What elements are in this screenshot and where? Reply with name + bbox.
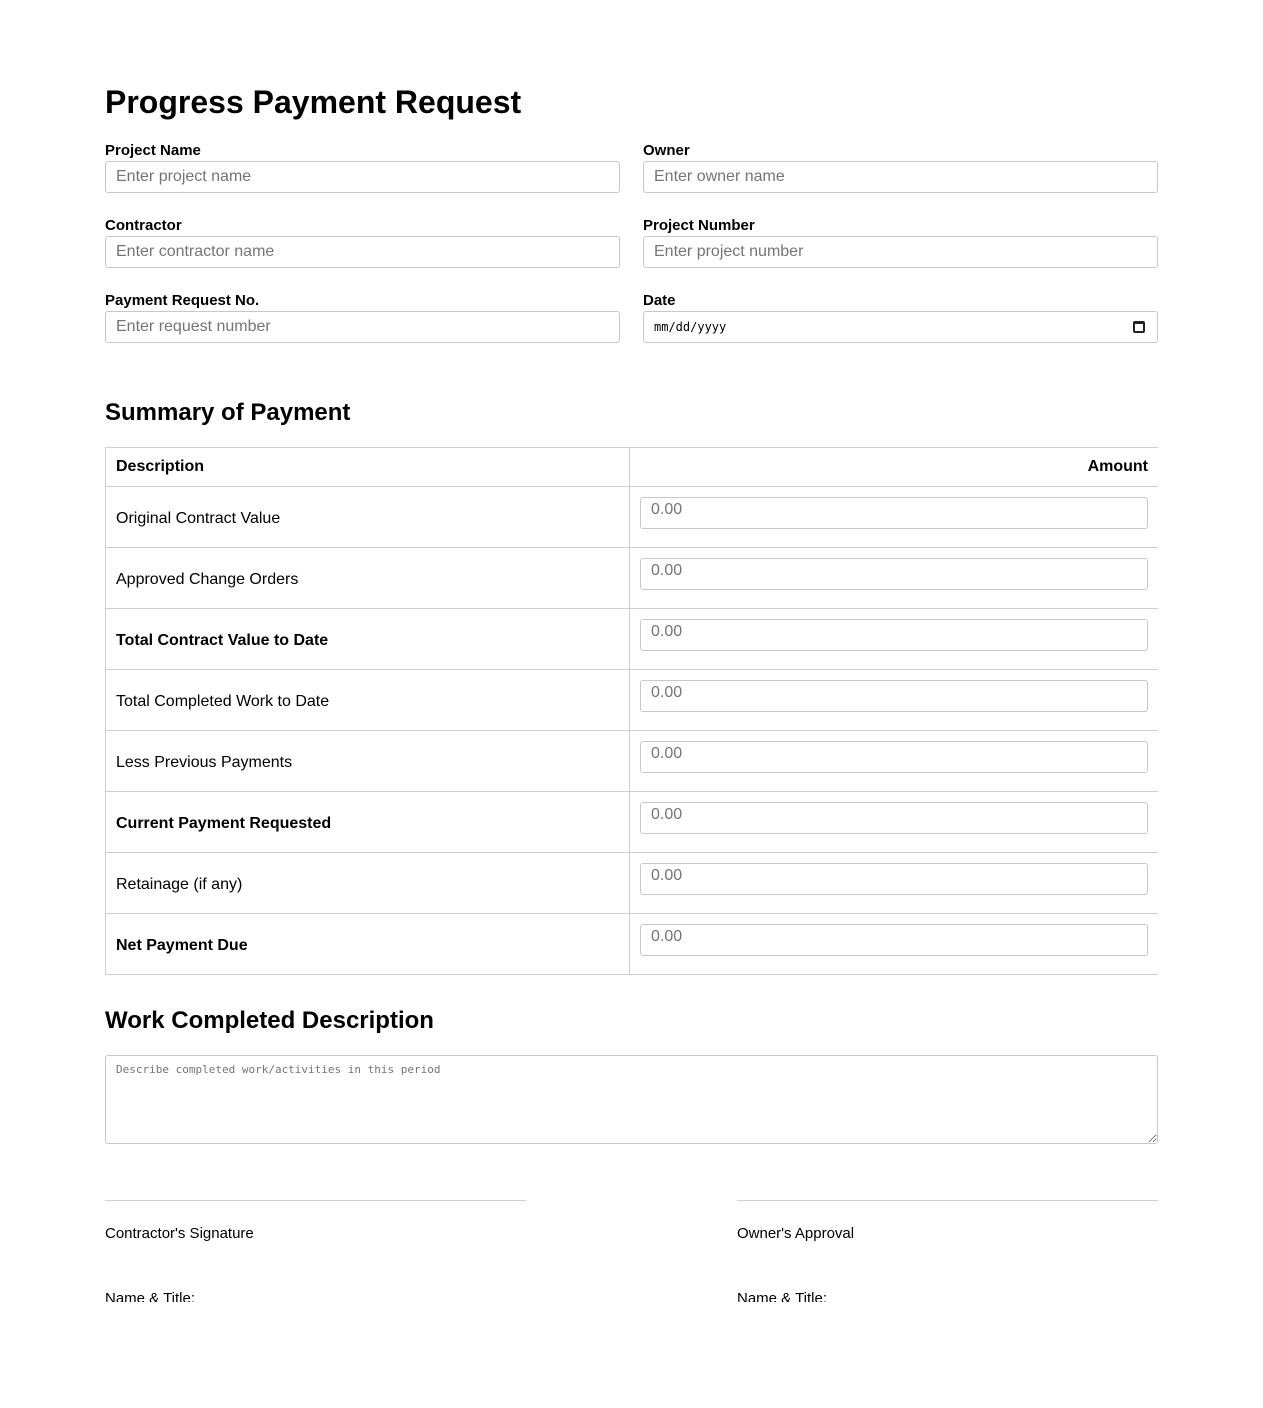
total-contract-value-input[interactable]: [640, 619, 1148, 651]
approved-change-orders-input[interactable]: [640, 558, 1148, 590]
row-description: Original Contract Value: [106, 487, 630, 548]
row-amount-cell: [630, 548, 1159, 609]
table-row: [106, 792, 1159, 853]
date-input[interactable]: [643, 311, 1158, 343]
owner-label: Owner: [643, 142, 690, 159]
row-description: Retainage (if any): [106, 853, 630, 914]
owner-signature-line[interactable]: [737, 1200, 1158, 1201]
row-description: Total Completed Work to Date: [106, 670, 630, 731]
total-completed-work-input[interactable]: [640, 680, 1148, 712]
column-header-amount: Amount: [630, 448, 1159, 487]
project-name-input[interactable]: [105, 161, 620, 193]
contractor-field-group: [105, 217, 620, 268]
table-row: [106, 914, 1159, 975]
row-amount-cell: [630, 853, 1159, 914]
progress-payment-form: [105, 0, 1158, 1302]
payment-summary-table: [105, 447, 1158, 975]
page-title: Progress Payment Request: [105, 84, 522, 120]
owner-field-group: [643, 142, 1158, 193]
contractor-label: Contractor: [105, 217, 182, 234]
owner-input[interactable]: [643, 161, 1158, 193]
row-amount-cell: [630, 487, 1159, 548]
summary-heading: Summary of Payment: [105, 399, 351, 426]
payment-request-no-label: Payment Request No.: [105, 292, 260, 309]
table-row: [106, 487, 1159, 548]
net-payment-due-input[interactable]: [640, 924, 1148, 956]
owner-approval-block: [737, 1200, 1158, 1302]
contractor-name-title-label: Name & Title:: [105, 1290, 196, 1302]
table-row: [106, 731, 1159, 792]
retainage-input[interactable]: [640, 863, 1148, 895]
project-number-label: Project Number: [643, 217, 755, 234]
row-amount-cell: [630, 792, 1159, 853]
table-row: [106, 670, 1159, 731]
original-contract-value-input[interactable]: [640, 497, 1148, 529]
row-description: Current Payment Requested: [106, 792, 630, 853]
current-payment-requested-input[interactable]: [640, 802, 1148, 834]
owner-approval-label: Owner's Approval: [737, 1225, 855, 1242]
contractor-input[interactable]: [105, 236, 620, 268]
project-name-label: Project Name: [105, 142, 201, 159]
column-header-description: Description: [106, 448, 630, 487]
row-amount-cell: [630, 609, 1159, 670]
date-field-group: [643, 292, 1158, 343]
table-row: [106, 609, 1159, 670]
row-description: Total Contract Value to Date: [106, 609, 630, 670]
table-row: [106, 548, 1159, 609]
date-placeholder: mm/dd/yyyy: [654, 320, 727, 334]
project-name-field-group: [105, 142, 620, 193]
row-amount-cell: [630, 670, 1159, 731]
less-previous-payments-input[interactable]: [640, 741, 1148, 773]
row-description: Approved Change Orders: [106, 548, 630, 609]
project-number-field-group: [643, 217, 1158, 268]
row-description: Net Payment Due: [106, 914, 630, 975]
contractor-signature-block: [105, 1200, 526, 1302]
payment-request-no-field-group: [105, 292, 620, 343]
contractor-signature-label: Contractor's Signature: [105, 1225, 254, 1242]
payment-request-no-input[interactable]: [105, 311, 620, 343]
work-description-textarea[interactable]: [105, 1055, 1158, 1144]
owner-name-title-label: Name & Title:: [737, 1290, 828, 1302]
project-number-input[interactable]: [643, 236, 1158, 268]
row-description: Less Previous Payments: [106, 731, 630, 792]
row-amount-cell: [630, 914, 1159, 975]
row-amount-cell: [630, 731, 1159, 792]
work-description-heading: Work Completed Description: [105, 1007, 434, 1034]
contractor-signature-line[interactable]: [105, 1200, 526, 1201]
table-header-row: [106, 448, 1159, 487]
calendar-icon[interactable]: [1133, 321, 1145, 333]
date-label: Date: [643, 292, 676, 309]
table-row: [106, 853, 1159, 914]
